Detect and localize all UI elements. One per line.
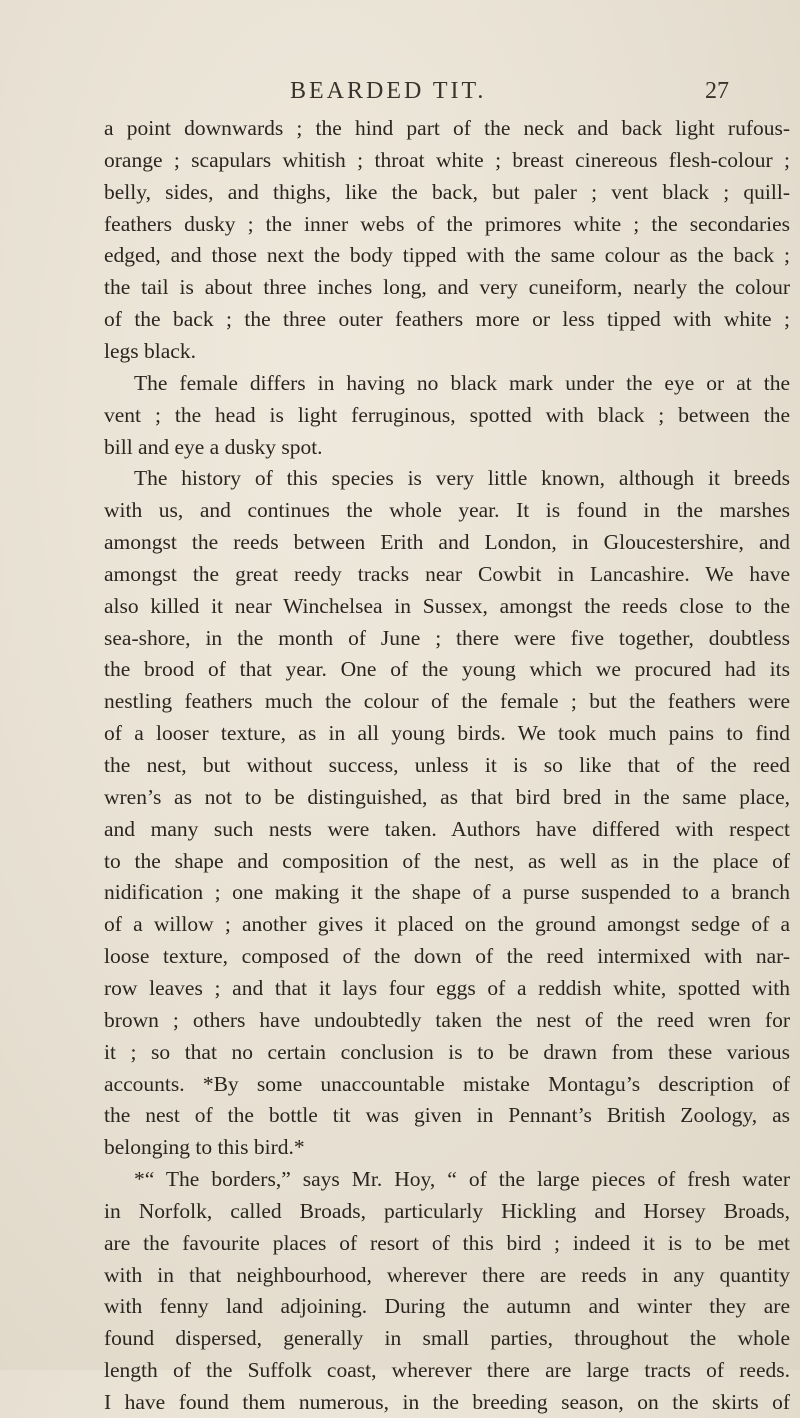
- text-line: The female differs in having no black mark under the eye or at the: [134, 370, 790, 395]
- text-line: feathers dusky ; the inner webs of the primores white ; the secondaries: [104, 211, 790, 236]
- text-line: legs black.: [104, 338, 196, 363]
- text-line: of the back ; the three outer feathers more or less tipped with white ;: [104, 307, 790, 332]
- text-line: bill and eye a dusky spot.: [104, 434, 323, 459]
- text-line: loose texture, composed of the down of the reed intermixed with nar-: [104, 944, 790, 969]
- text-line: to the shape and composition of the nest, as well as in the place of: [104, 848, 790, 873]
- text-line: a point downwards ; the hind part of the neck and back light rufous-: [104, 116, 790, 140]
- text-line: accounts. *By some unaccountable mistake Montagu’s description of: [104, 1071, 790, 1096]
- text-line: belonging to this bird.*: [104, 1135, 305, 1160]
- running-head: [0, 78, 800, 108]
- text-line: brown ; others have undoubtedly taken the nest of the reed wren for: [104, 1007, 790, 1032]
- text-line: in Norfolk, called Broads, particularly Hickling and Horsey Broads,: [104, 1198, 790, 1223]
- text-line: found dispersed, generally in small parties, throughout the whole: [104, 1326, 790, 1351]
- text-line: row leaves ; and that it lays four eggs of a reddish white, spotted with: [104, 975, 790, 1000]
- text-line: are the favourite places of resort of this bird ; indeed it is to be met: [104, 1230, 790, 1255]
- text-line: of a willow ; another gives it placed on the ground amongst sedge of a: [104, 912, 790, 937]
- text-line: and many such nests were taken. Authors have differed with respect: [104, 816, 790, 841]
- text-line: with us, and continues the whole year. It is found in the marshes: [104, 498, 790, 523]
- text-line: nestling feathers much the colour of the female ; but the feathers were: [104, 689, 790, 714]
- text-line: *“ The borders,” says Mr. Hoy, “ of the large pieces of fresh water: [134, 1167, 790, 1192]
- text-line: of a looser texture, as in all young birds. We took much pains to find: [104, 721, 790, 746]
- text-line: the tail is about three inches long, and very cuneiform, nearly the colour: [104, 275, 790, 300]
- text-line: edged, and those next the body tipped with the same colour as the back ;: [104, 243, 790, 268]
- text-line: length of the Suffolk coast, wherever there are large tracts of reeds.: [104, 1358, 790, 1383]
- text-line: the brood of that year. One of the young which we procured had its: [104, 657, 790, 682]
- text-line: wren’s as not to be distinguished, as that bird bred in the same place,: [104, 784, 790, 809]
- text-line: with fenny land adjoining. During the autumn and winter they are: [104, 1294, 790, 1319]
- text-line: The history of this species is very little known, although it breeds: [134, 466, 790, 491]
- page-number: 27: [705, 78, 729, 104]
- text-line: nidification ; one making it the shape of a purse suspended to a branch: [104, 880, 790, 905]
- text-line: I have found them numerous, in the breeding season, on the skirts of: [104, 1390, 790, 1414]
- text-line: belly, sides, and thighs, like the back, but paler ; vent black ; quill-: [104, 179, 790, 204]
- text-line: amongst the great reedy tracks near Cowbit in Lancashire. We have: [104, 561, 790, 586]
- text-line: sea-shore, in the month of June ; there were five together, doubtless: [104, 625, 790, 650]
- text-line: orange ; scapulars whitish ; throat white ; breast cinereous flesh-colour ;: [104, 147, 790, 172]
- text-line: vent ; the head is light ferruginous, spotted with black ; between the: [104, 402, 790, 427]
- text-line: also killed it near Winchelsea in Sussex, amongst the reeds close to the: [104, 593, 790, 618]
- text-line: amongst the reeds between Erith and London, in Gloucestershire, and: [104, 530, 790, 555]
- text-line: the nest of the bottle tit was given in Pennant’s British Zoology, as: [104, 1103, 790, 1128]
- text-line: with in that neighbourhood, wherever there are reeds in any quantity: [104, 1262, 790, 1287]
- text-line: it ; so that no certain conclusion is to be drawn from these various: [104, 1039, 790, 1064]
- text-line: the nest, but without success, unless it is so like that of the reed: [104, 753, 790, 777]
- running-title: BEARDED TIT.: [290, 78, 487, 104]
